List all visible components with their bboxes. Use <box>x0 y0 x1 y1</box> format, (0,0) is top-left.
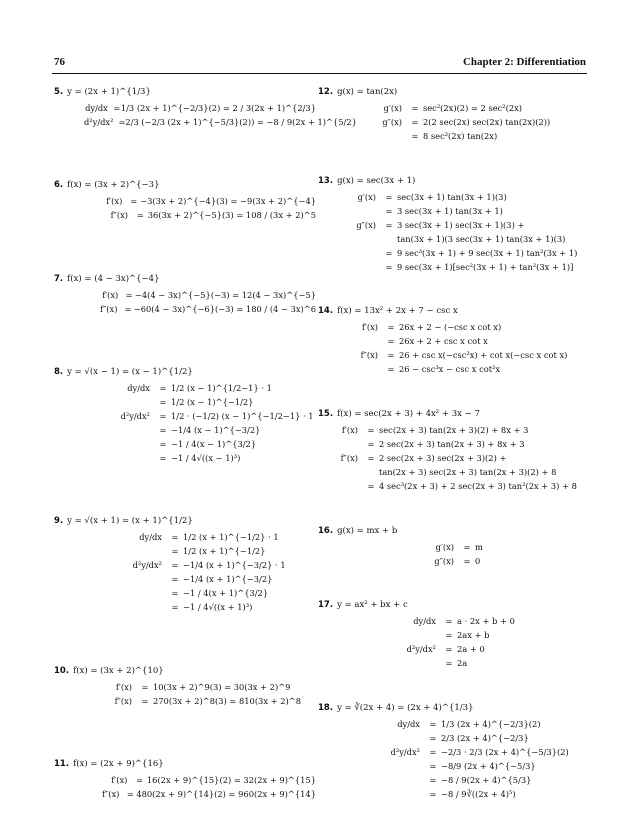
problem-14 <box>318 305 608 375</box>
derivation-line <box>380 774 608 786</box>
line-rhs: −4(4 − 3x)^{−5}(−3) = 12(4 − 3x)^{−5} <box>134 289 316 300</box>
derivation-line <box>396 629 608 641</box>
problem-number: 9. <box>54 516 64 527</box>
derivation-line <box>318 438 608 450</box>
line-relation: = <box>159 382 167 393</box>
line-rhs: 16(2x + 9)^{15}(2) = 32(2x + 9)^{15} <box>146 774 316 785</box>
derivation-line <box>110 424 316 436</box>
line-lhs: g″(x) <box>382 117 402 127</box>
line-lhs: dy/dx <box>127 382 150 393</box>
problem-statement <box>54 366 316 378</box>
line-relation: = <box>130 196 138 207</box>
line-rhs: 1/2 · (−1/2) (x − 1)^{−1/2−1} · 1 <box>171 410 314 421</box>
line-rhs: 2 sec(2x + 3) tan(2x + 3) + 8x + 3 <box>379 438 525 449</box>
problem-number: 10. <box>54 665 70 676</box>
problem-6 <box>54 179 316 221</box>
line-rhs: −1/4 (x + 1)^{−3/2} <box>183 574 273 585</box>
line-rhs: sec²(2x)(2) = 2 sec²(2x) <box>423 103 523 113</box>
derivation-line <box>122 531 316 543</box>
derivation-line <box>330 335 608 347</box>
line-rhs: sec(2x + 3) tan(2x + 3)(2) + 8x + 3 <box>379 424 529 435</box>
line-lhs: f′(x) <box>341 424 358 435</box>
problem-number: 6. <box>54 180 64 191</box>
derivation-line <box>328 205 608 217</box>
problem-10 <box>54 665 316 707</box>
line-relation: = <box>385 219 393 230</box>
line-relation: = <box>385 261 393 272</box>
line-lhs: f″(x) <box>110 210 128 221</box>
line-relation: = <box>429 760 437 771</box>
problem-number: 11. <box>54 758 70 769</box>
derivation-line <box>328 233 608 245</box>
derivation-line <box>82 774 316 786</box>
line-rhs: 4 sec³(2x + 3) + 2 sec(2x + 3) tan²(2x + 3) + 8 <box>379 480 577 491</box>
derivation-line <box>82 195 316 207</box>
line-rhs: −1 / 4√((x + 1)³) <box>183 602 253 613</box>
header-rule <box>52 73 587 74</box>
problem-statement <box>318 599 608 611</box>
problem-number: 7. <box>54 273 64 284</box>
derivation-line <box>404 541 608 553</box>
line-rhs: 26x + 2 + csc x cot x <box>399 336 488 347</box>
line-lhs: f″(x) <box>102 788 120 799</box>
problem-statement <box>54 515 316 527</box>
problem-13 <box>318 175 608 273</box>
line-relation: = <box>159 410 167 421</box>
line-rhs: 3 sec(3x + 1) tan(3x + 1) <box>397 205 503 216</box>
line-relation: = <box>387 350 395 361</box>
line-relation: = <box>387 322 395 333</box>
line-relation: = <box>171 532 179 543</box>
line-relation: = <box>367 424 375 435</box>
line-rhs: −60(4 − 3x)^{−6}(−3) = 180 / (4 − 3x)^6 <box>133 303 316 314</box>
line-relation: = <box>429 718 437 729</box>
line-rhs: a · 2x + b + 0 <box>457 616 515 627</box>
line-lhs: d²y/dx² <box>390 746 420 757</box>
line-rhs: 2/3 (−2/3 (2x + 1)^{−5/3}(2)) = −8 / 9(2x + 1)^{5/2} <box>125 117 357 127</box>
line-relation: = <box>411 131 419 141</box>
line-rhs: 2ax + b <box>457 630 490 641</box>
line-lhs: f″(x) <box>100 303 118 314</box>
problem-12 <box>318 86 608 142</box>
problem-number: 12. <box>318 87 334 97</box>
line-lhs: d²y/dx² <box>84 117 114 127</box>
line-rhs: 2a + 0 <box>457 644 485 655</box>
problem-function: y = ∛(2x + 4) = (2x + 4)^{1/3} <box>337 702 474 713</box>
derivation-line <box>330 321 608 333</box>
line-relation: = <box>445 616 453 627</box>
derivation-line <box>380 732 608 744</box>
line-lhs: f″(x) <box>114 695 132 706</box>
problem-function: f(x) = (3x + 2)^{10} <box>73 665 164 676</box>
line-rhs: m <box>475 541 483 552</box>
line-relation: = <box>141 681 149 692</box>
line-relation: = <box>124 303 132 314</box>
problem-function: f(x) = (4 − 3x)^{−4} <box>67 273 160 284</box>
problem-function: f(x) = (3x + 2)^{−3} <box>67 180 160 191</box>
line-lhs: f″(x) <box>360 350 378 361</box>
line-lhs: f′(x) <box>106 196 123 207</box>
derivation-line <box>396 615 608 627</box>
problem-9 <box>54 515 316 613</box>
line-relation: = <box>429 746 437 757</box>
line-relation: = <box>171 574 179 585</box>
derivation-line <box>330 363 608 375</box>
line-relation: = <box>387 364 395 375</box>
problem-function: g(x) = sec(3x + 1) <box>337 175 416 186</box>
line-lhs: dy/dx <box>397 718 420 729</box>
line-rhs: 2(2 sec(2x) sec(2x) tan(2x)(2)) <box>423 117 551 127</box>
line-rhs: −2/3 · 2/3 (2x + 4)^{−5/3}(2) <box>441 746 569 757</box>
problem-statement <box>54 179 316 191</box>
derivation-line <box>318 452 608 464</box>
problem-statement <box>318 86 608 98</box>
line-lhs: g′(x) <box>435 541 454 552</box>
problem-function: g(x) = mx + b <box>337 525 398 536</box>
line-relation: = <box>367 480 375 491</box>
derivation-line <box>328 219 608 231</box>
line-relation: = <box>445 644 453 655</box>
line-relation: = <box>118 117 126 127</box>
derivation-line <box>110 452 316 464</box>
problem-statement <box>318 702 608 714</box>
line-relation: = <box>159 396 167 407</box>
line-lhs: dy/dx <box>85 103 108 113</box>
problem-function: g(x) = tan(2x) <box>337 87 398 97</box>
line-relation: = <box>429 774 437 785</box>
line-relation: = <box>367 452 375 463</box>
derivation-line <box>82 289 316 301</box>
problem-function: y = (2x + 1)^{1/3} <box>67 87 151 97</box>
line-relation: = <box>463 555 471 566</box>
line-lhs: d²y/dx² <box>406 644 436 655</box>
line-rhs: 26x + 2 − (−csc x cot x) <box>399 322 502 333</box>
derivation-line <box>122 545 316 557</box>
problem-statement <box>54 86 316 98</box>
problem-16 <box>318 525 608 567</box>
line-relation: = <box>385 247 393 258</box>
line-relation: = <box>385 205 393 216</box>
derivation-line <box>380 760 608 772</box>
derivation-line <box>318 466 608 478</box>
problem-15 <box>318 408 608 492</box>
chapter-title: Chapter 2: Differentiation <box>462 56 586 68</box>
problem-18 <box>318 702 608 800</box>
derivation-line <box>82 695 316 707</box>
line-rhs: sec(3x + 1) tan(3x + 1)(3) <box>397 191 507 202</box>
problem-function: y = √(x − 1) = (x − 1)^{1/2} <box>67 366 193 377</box>
line-relation: = <box>113 103 121 113</box>
problem-statement <box>318 305 608 317</box>
line-relation: = <box>445 658 453 669</box>
line-rhs: tan(3x + 1)(3 sec(3x + 1) tan(3x + 1)(3) <box>397 233 566 244</box>
line-relation: = <box>463 541 471 552</box>
line-relation: = <box>411 103 419 113</box>
derivation-line <box>84 116 357 128</box>
derivation-line <box>380 788 608 800</box>
line-relation: = <box>171 546 179 557</box>
line-lhs: f′(x) <box>111 774 128 785</box>
line-rhs: 1/2 (x − 1)^{−1/2} <box>171 396 254 407</box>
derivation-line <box>328 191 608 203</box>
line-rhs: 9 sec(3x + 1)[sec²(3x + 1) + tan²(3x + 1)] <box>397 261 574 272</box>
line-rhs: 9 sec³(3x + 1) + 9 sec(3x + 1) tan²(3x + 1) <box>397 247 578 258</box>
problem-statement <box>318 408 608 420</box>
problem-5 <box>54 86 357 128</box>
line-lhs: f′(x) <box>102 289 119 300</box>
line-relation: = <box>141 695 149 706</box>
derivation-line <box>110 396 316 408</box>
line-lhs: g″(x) <box>356 219 376 230</box>
problem-function: f(x) = 13x² + 2x + 7 − csc x <box>337 306 458 317</box>
line-lhs: f′(x) <box>115 681 132 692</box>
line-rhs: −1 / 4√((x − 1)³) <box>171 452 241 463</box>
problem-number: 15. <box>318 408 334 419</box>
line-lhs: g″(x) <box>434 555 454 566</box>
line-rhs: 26 − csc³x − csc x cot²x <box>399 364 501 375</box>
problem-number: 17. <box>318 600 334 611</box>
line-rhs: −8/9 (2x + 4)^{−5/3} <box>441 760 536 771</box>
derivation-line <box>380 746 608 758</box>
derivation-line <box>110 438 316 450</box>
derivation-line <box>352 130 608 142</box>
line-rhs: −8 / 9(2x + 4)^{5/3} <box>441 774 532 785</box>
derivation-line <box>396 643 608 655</box>
derivation-line <box>396 657 608 669</box>
page-number: 76 <box>54 56 65 68</box>
line-relation: = <box>125 289 133 300</box>
line-rhs: 3 sec(3x + 1) sec(3x + 1)(3) + <box>397 219 525 230</box>
problem-statement <box>318 525 608 537</box>
line-relation: = <box>171 588 179 599</box>
derivation-line <box>122 587 316 599</box>
derivation-line <box>122 573 316 585</box>
line-relation: = <box>136 210 144 221</box>
line-rhs: 36(3x + 2)^{−5}(3) = 108 / (3x + 2)^5 <box>147 210 316 221</box>
line-lhs: g′(x) <box>383 103 402 113</box>
line-relation: = <box>387 336 395 347</box>
line-rhs: 0 <box>475 555 481 566</box>
problem-function: f(x) = sec(2x + 3) + 4x² + 3x − 7 <box>337 408 480 419</box>
line-relation: = <box>136 774 144 785</box>
line-relation: = <box>429 732 437 743</box>
line-relation: = <box>429 788 437 799</box>
line-lhs: f″(x) <box>340 452 358 463</box>
line-relation: = <box>385 191 393 202</box>
line-relation: = <box>171 602 179 613</box>
problem-7 <box>54 273 316 315</box>
line-rhs: 2 sec(2x + 3) sec(2x + 3)(2) + <box>379 452 507 463</box>
line-relation: = <box>411 117 419 127</box>
line-lhs: dy/dx <box>139 532 162 543</box>
line-rhs: −1 / 4(x − 1)^{3/2} <box>171 438 257 449</box>
derivation-line <box>328 247 608 259</box>
derivation-line <box>82 209 316 221</box>
derivation-line <box>122 601 316 613</box>
line-rhs: −8 / 9∛((2x + 4)⁵) <box>441 788 516 799</box>
derivation-line <box>330 349 608 361</box>
line-rhs: 1/3 (2x + 1)^{−2/3}(2) = 2 / 3(2x + 1)^{2/3} <box>120 103 316 113</box>
line-rhs: 270(3x + 2)^8(3) = 810(3x + 2)^8 <box>153 695 301 706</box>
line-lhs: dy/dx <box>413 616 436 627</box>
line-rhs: 10(3x + 2)^9(3) = 30(3x + 2)^9 <box>153 681 291 692</box>
line-rhs: −1 / 4(x + 1)^{3/2} <box>183 588 269 599</box>
problem-11 <box>54 758 316 800</box>
line-rhs: 1/2 (x + 1)^{−1/2} <box>183 546 266 557</box>
line-lhs: g′(x) <box>357 191 376 202</box>
line-lhs: d²y/dx² <box>132 560 162 571</box>
line-lhs: f′(x) <box>361 322 378 333</box>
derivation-line <box>318 480 608 492</box>
problem-number: 5. <box>54 87 64 97</box>
problem-statement <box>54 758 316 770</box>
line-relation: = <box>171 560 179 571</box>
problem-number: 13. <box>318 175 334 186</box>
line-relation: = <box>159 452 167 463</box>
problem-number: 16. <box>318 525 334 536</box>
line-rhs: 1/2 (x − 1)^{1/2−1} · 1 <box>171 382 272 393</box>
line-relation: = <box>367 438 375 449</box>
derivation-line <box>352 102 608 114</box>
line-rhs: 1/3 (2x + 4)^{−2/3}(2) <box>441 718 541 729</box>
derivation-line <box>84 102 316 114</box>
problem-number: 18. <box>318 702 334 713</box>
problem-statement <box>318 175 608 187</box>
line-lhs: d²y/dx² <box>120 410 150 421</box>
line-rhs: −1/4 (x + 1)^{−3/2} · 1 <box>183 560 286 571</box>
line-rhs: 480(2x + 9)^{14}(2) = 960(2x + 9)^{14} <box>136 788 316 799</box>
problem-number: 8. <box>54 366 64 377</box>
derivation-line <box>352 116 608 128</box>
derivation-line <box>82 303 316 315</box>
derivation-line <box>110 382 316 394</box>
derivation-line <box>328 261 608 273</box>
derivation-line <box>380 718 608 730</box>
problem-function: f(x) = (2x + 9)^{16} <box>73 758 164 769</box>
problem-function: y = ax² + bx + c <box>337 600 408 611</box>
problem-statement <box>54 273 316 285</box>
derivation-line <box>122 559 316 571</box>
line-rhs: 2/3 (2x + 4)^{−2/3} <box>441 732 529 743</box>
line-relation: = <box>159 438 167 449</box>
derivation-line <box>110 410 316 422</box>
line-rhs: −1/4 (x − 1)^{−3/2} <box>171 424 261 435</box>
line-rhs: 8 sec²(2x) tan(2x) <box>423 131 498 141</box>
problem-number: 14. <box>318 306 334 317</box>
line-relation: = <box>445 630 453 641</box>
problem-8 <box>54 366 316 464</box>
derivation-line <box>318 424 608 436</box>
right-column <box>318 86 608 806</box>
line-relation: = <box>159 424 167 435</box>
line-rhs: 1/2 (x + 1)^{−1/2} · 1 <box>183 532 279 543</box>
line-rhs: 26 + csc x(−csc²x) + cot x(−csc x cot x) <box>399 350 568 361</box>
derivation-line <box>404 555 608 567</box>
problem-statement <box>54 665 316 677</box>
line-relation: = <box>126 788 134 799</box>
line-rhs: −3(3x + 2)^{−4}(3) = −9(3x + 2)^{−4} <box>140 196 316 207</box>
problem-function: y = √(x + 1) = (x + 1)^{1/2} <box>67 516 193 527</box>
derivation-line <box>82 681 316 693</box>
line-rhs: tan(2x + 3) sec(2x + 3) tan(2x + 3)(2) + 8 <box>379 466 557 477</box>
derivation-line <box>82 788 316 800</box>
line-rhs: 2a <box>457 658 468 669</box>
problem-17 <box>318 599 608 669</box>
